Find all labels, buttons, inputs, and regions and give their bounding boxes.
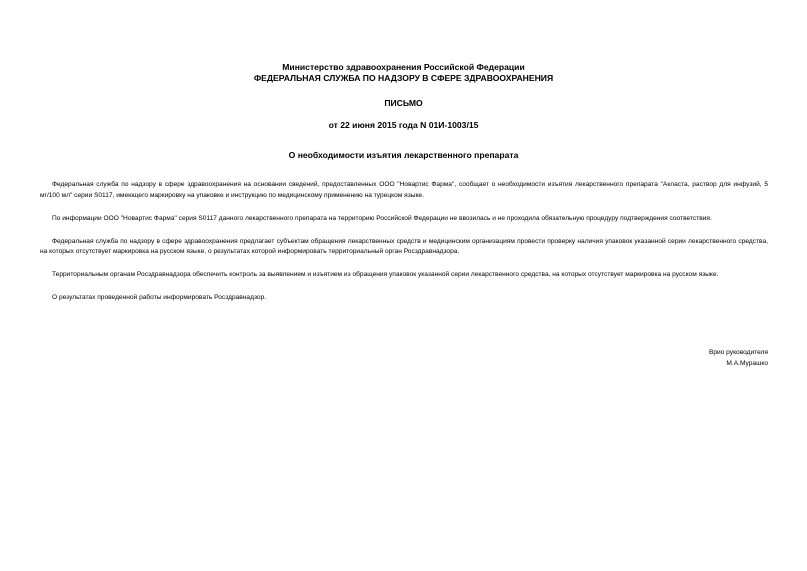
signatory-position: Врио руководителя (708, 349, 768, 356)
document-type: ПИСЬМО (384, 98, 423, 108)
paragraph-1: Федеральная служба по надзору в сфере здравоохранения на основании сведений, предоставленных ООО "Новартис Фарма", сообщает о необходимости изъятия лекарственного препарата "Акласта, раствор для инфузий, 5 мг/100 мл" серии S0117, имеющего маркировку на упаковке и инструкцию по медицинскому применению на турецком языке. (40, 181, 768, 199)
ministry-name: Министерство здравоохранения Российской Федерации (282, 62, 525, 72)
paragraph-4: Территориальным органам Росздравнадзора обеспечить контроль за выявлением и изъятием из обращения упаковок указанной серии лекарственного средства, на которых отсутствует маркировка на русском языке. (52, 271, 719, 278)
paragraph-2: По информации ООО "Новартис Фарма" серия S0117 данного лекарственного препарата на территорию Российской Федерации не ввозилась и не проходила обязательную процедуру подтверждения соответствия. (52, 214, 712, 222)
document-subject: О необходимости изъятия лекарственного препарата (288, 150, 519, 160)
signature-block (709, 348, 768, 369)
document-date-number: от 22 июня 2015 года N 01И-1003/15 (328, 120, 479, 130)
signatory-name: М.А.Мурашко (726, 359, 768, 367)
document-body (40, 180, 768, 316)
document-header (0, 62, 807, 84)
agency-name: ФЕДЕРАЛЬНАЯ СЛУЖБА ПО НАДЗОРУ В СФЕРЕ ЗДРАВООХРАНЕНИЯ (253, 73, 554, 83)
paragraph-3: Федеральная служба по надзору в сфере здравоохранения предлагает субъектам обращения лекарственных средств и медицинским организациям провести проверку наличия упаковок указанной серии лекарственного средства, на которых отсутствует маркировка на русском языке, о результатах которой информировать территориальный орган Росздравнадзора. (40, 237, 768, 255)
paragraph-5: О результатах проведенной работы информировать Росздравнадзор. (52, 294, 267, 301)
